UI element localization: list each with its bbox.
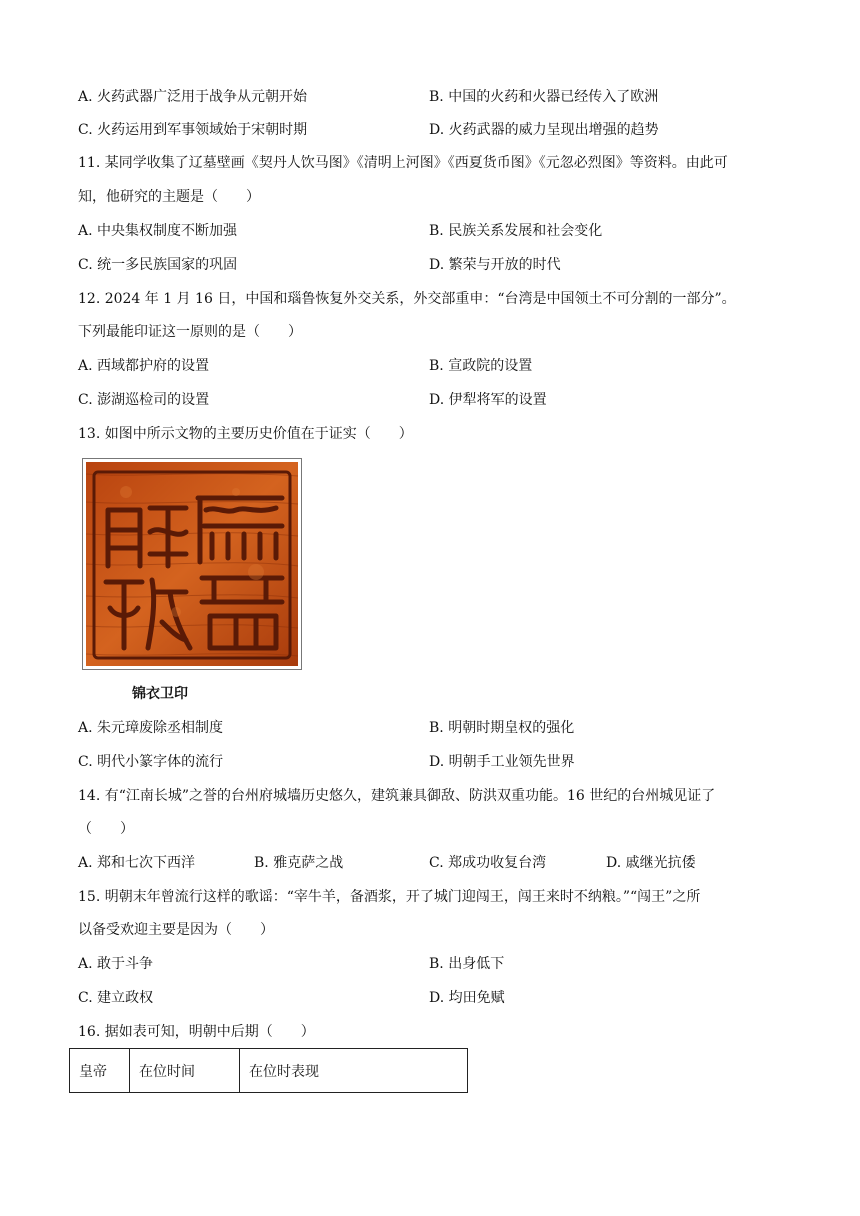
- emperor-table: [69, 1048, 468, 1093]
- q12-option-a: A. 西域都护府的设置: [78, 358, 210, 374]
- q11-options-row-2: [78, 255, 798, 275]
- table-header-row: [70, 1049, 468, 1093]
- q15-stem-line-1: 15. 明朝末年曾流行这样的歌谣：“宰牛羊，备酒浆，开了城门迎闯王，闯王来时不纳粮。”“闯王”之所: [78, 889, 701, 905]
- q12-option-d: D. 伊犁将军的设置: [429, 392, 547, 408]
- q14-options-row: [78, 853, 798, 873]
- q14-option-a: A. 郑和七次下西洋: [78, 855, 196, 871]
- q12-option-c: C. 澎湖巡检司的设置: [78, 392, 210, 408]
- q12-option-b: B. 宣政院的设置: [429, 358, 533, 374]
- q11-options-row-1: [78, 221, 798, 241]
- q11-option-c: C. 统一多民族国家的巩固: [78, 257, 238, 273]
- seal-image-caption: 锦衣卫印: [132, 686, 188, 702]
- q14-option-b: B. 雅克萨之战: [254, 855, 344, 871]
- q10-options-row-2: [78, 120, 798, 140]
- q14-stem-line-1: 14. 有“江南长城”之誉的台州府城墙历史悠久，建筑兼具御敌、防洪双重功能。16 世纪的台州城见证了: [78, 788, 716, 804]
- q15-option-c: C. 建立政权: [78, 990, 154, 1006]
- q13-option-a: A. 朱元璋废除丞相制度: [78, 720, 224, 736]
- q13-option-d: D. 明朝手工业领先世界: [429, 754, 575, 770]
- q10-option-b: B. 中国的火药和火器已经传入了欧洲: [429, 89, 659, 105]
- q12-stem-line-2: 下列最能印证这一原则的是（ ）: [78, 324, 302, 340]
- q13-option-c: C. 明代小篆字体的流行: [78, 754, 224, 770]
- q13-options-row-1: [78, 718, 798, 738]
- q11-stem-line-1: 11. 某同学收集了辽墓壁画《契丹人饮马图》《清明上河图》《西夏货币图》《元忽必烈图》等资料。由此可: [78, 155, 728, 171]
- seal-image-frame: [82, 458, 302, 670]
- q13-options-row-2: [78, 752, 798, 772]
- q11-option-a: A. 中央集权制度不断加强: [78, 223, 238, 239]
- q13-stem: 13. 如图中所示文物的主要历史价值在于证实（ ）: [78, 426, 413, 442]
- q14-option-d: D. 戚继光抗倭: [606, 855, 696, 871]
- q11-stem-line-2: 知，他研究的主题是（ ）: [78, 189, 260, 205]
- q15-option-a: A. 敢于斗争: [78, 956, 154, 972]
- q12-stem-line-1: 12. 2024 年 1 月 16 日，中国和瑙鲁恢复外交关系，外交部重申：“台湾是中国领土不可分割的一部分”。: [78, 291, 736, 307]
- q11-option-b: B. 民族关系发展和社会变化: [429, 223, 603, 239]
- q15-options-row-2: [78, 988, 798, 1008]
- q11-option-d: D. 繁荣与开放的时代: [429, 257, 561, 273]
- q10-option-c: C. 火药运用到军事领域始于宋朝时期: [78, 122, 308, 138]
- seal-image: [86, 462, 298, 666]
- q15-options-row-1: [78, 954, 798, 974]
- table-header-reign-time: 在位时间: [130, 1049, 240, 1093]
- q14-option-c: C. 郑成功收复台湾: [429, 855, 547, 871]
- q13-option-b: B. 明朝时期皇权的强化: [429, 720, 575, 736]
- q12-options-row-1: [78, 356, 798, 376]
- q15-option-b: B. 出身低下: [429, 956, 505, 972]
- q10-option-d: D. 火药武器的威力呈现出增强的趋势: [429, 122, 659, 138]
- q15-stem-line-2: 以备受欢迎主要是因为（ ）: [78, 922, 274, 938]
- q10-options-row-1: [78, 87, 798, 107]
- q10-option-a: A. 火药武器广泛用于战争从元朝开始: [78, 89, 308, 105]
- q16-stem: 16. 据如表可知，明朝中后期（ ）: [78, 1024, 315, 1040]
- q12-options-row-2: [78, 390, 798, 410]
- q14-stem-line-2: （ ）: [78, 821, 134, 837]
- table-header-reign-performance: 在位时表现: [240, 1049, 468, 1093]
- q15-option-d: D. 均田免赋: [429, 990, 505, 1006]
- table-header-emperor: 皇帝: [70, 1049, 130, 1093]
